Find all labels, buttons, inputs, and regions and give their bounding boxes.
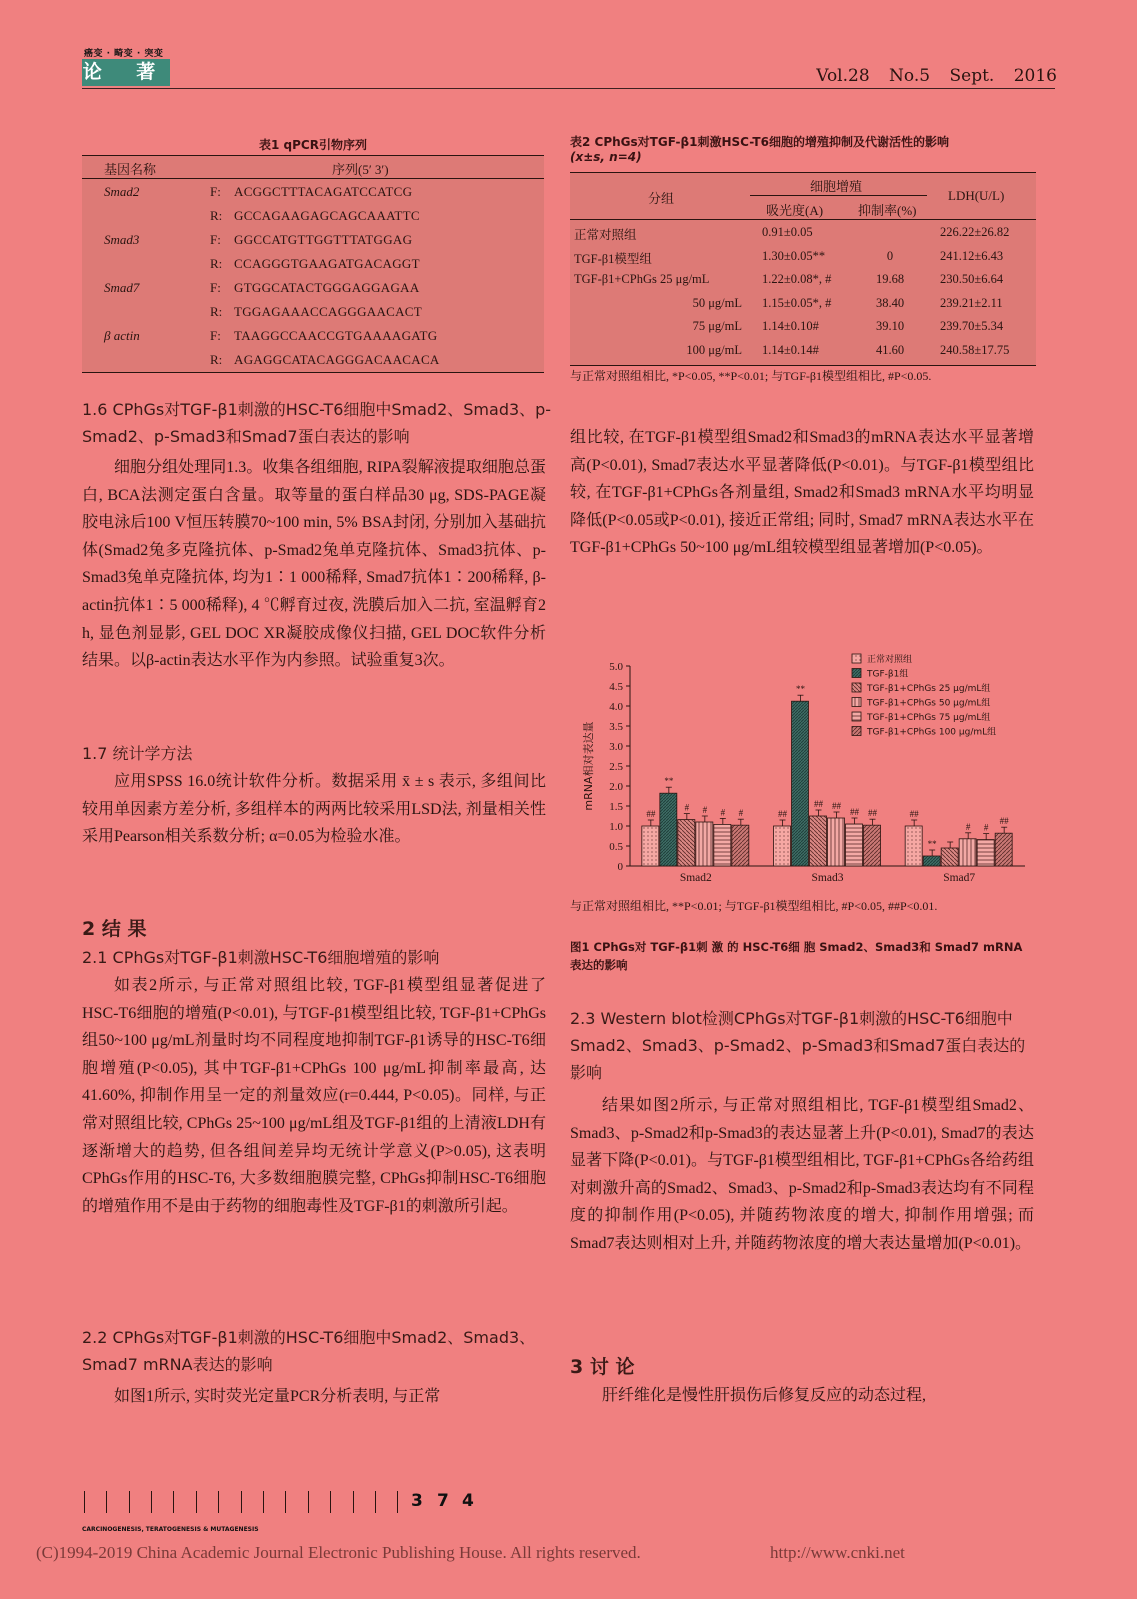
table1-sequence: GCCAGAAGAGCAGCAAATTC [234, 208, 420, 223]
table1-row [82, 278, 544, 300]
header-rule [82, 88, 1055, 89]
table2-od: 1.14±0.14# [762, 342, 819, 357]
significance-label: # [965, 821, 971, 832]
table2-h-inhib: 抑制率(%) [858, 203, 917, 218]
significance-label: ## [778, 809, 787, 819]
table1-row [82, 350, 544, 372]
table2-group: 100 μg/mL [686, 342, 742, 357]
legend-label: TGF-β1+CPhGs 100 μg/mL组 [867, 727, 997, 738]
legend-swatch [852, 654, 861, 663]
table1-sequence: AGAGGCATACAGGGACAACACA [234, 352, 440, 367]
table2-od: 1.30±0.05** [762, 248, 826, 263]
legend-label: TGF-β1组 [867, 669, 909, 680]
paragraph-2-2 [82, 1383, 546, 1411]
footer-tick [330, 1491, 331, 1513]
table2-group: 75 μg/mL [692, 319, 742, 333]
table2-group: TGF-β1模型组 [574, 251, 652, 266]
significance-label: ** [927, 839, 937, 849]
legend-swatch [852, 683, 861, 692]
table1-direction: F: [210, 280, 221, 295]
y-tick-label: 5.0 [609, 661, 623, 673]
y-tick-label: 4.5 [609, 681, 623, 693]
paragraph-3-text: 肝纤维化是慢性肝损伤后修复反应的动态过程, [602, 1387, 927, 1404]
paragraph-3 [570, 1382, 1034, 1410]
significance-label: ## [909, 809, 919, 819]
heading-3-discussion: 3 讨 论 [570, 1356, 635, 1378]
footer-tick [375, 1491, 376, 1513]
bar-smad2-s5 [732, 825, 749, 866]
table1-row [82, 254, 544, 276]
table1-header-seq: 序列(5′ 3′) [332, 162, 389, 177]
paragraph-1-6-text: 细胞分组处理同1.3。收集各组细胞, RIPA裂解液提取细胞总蛋白, BCA法测定蛋白含量。取等量的蛋白样品30 μg, SDS-PAGE凝胶电泳后100 V恒压转膜70~100 min, 5% BSA封闭, 分别加入基础抗体(Smad2兔多克隆抗体、p-Smad2兔单克隆抗体、Smad3抗体、p-Smad3兔单克隆抗体, 均为1∶1 000稀释, Smad7抗体1∶200稀释, β-actin抗体1∶5 000稀释), 4 ℃孵育过夜, 洗膜后加入二抗, 室温孵育2 h, 显色剂显影, GEL DOC XR凝胶成像仪扫描, GEL DOC软件分析结果。以β-actin表达水平作为内参照。试验重复3次。 [82, 459, 546, 670]
table2-ldh: 239.21±2.11 [940, 295, 1003, 310]
table2-ldh: 230.50±6.64 [940, 272, 1004, 286]
table1-gene: Smad3 [104, 232, 140, 247]
table2-od: 1.14±0.10# [762, 319, 819, 333]
bar-smad2-s2 [678, 820, 695, 866]
legend-swatch [852, 669, 861, 678]
paragraph-2-1 [82, 972, 546, 1220]
significance-label: # [720, 807, 726, 818]
table1-sequence: ACGGCTTTACAGATCCATCG [234, 184, 413, 199]
table2-row [570, 247, 1036, 269]
significance-label: ** [664, 776, 674, 787]
table1-gene: Smad7 [104, 280, 140, 295]
table2-ldh: 226.22±26.82 [940, 225, 1010, 239]
paragraph-2-2-cont-text: 组比较, 在TGF-β1模型组Smad2和Smad3的mRNA表达水平显著增高(P<0.01), Smad7表达水平显著降低(P<0.01)。与TGF-β1模型组比较, 在TGF-β1+CPhGs各剂量组, Smad2和Smad3 mRNA水平均明显降低(P<0.05或P<0.01), 接近正常组; 同时, Smad7 mRNA表达水平在TGF-β1+CPhGs 50~100 μg/mL组较模型组显著增加(P<0.05)。 [570, 429, 1034, 557]
table1-sequence: CCAGGGTGAAGATGACAGGT [234, 256, 420, 271]
y-tick-label: 0.5 [609, 841, 623, 853]
heading-2-2: 2.2 CPhGs对TGF-β1刺激的HSC-T6细胞中Smad2、Smad3、Smad7 mRNA表达的影响 [82, 1328, 536, 1374]
table1-direction: F: [210, 232, 221, 247]
paragraph-2-3-text: 结果如图2所示, 与正常对照组相比, TGF-β1模型组Smad2、Smad3、p-Smad2和p-Smad3的表达显著上升(P<0.01), Smad7的表达显著下降(P<0.01)。与TGF-β1模型组相比, TGF-β1+CPhGs各给药组对刺激升高的Smad2、Smad3、p-Smad2和p-Smad3表达均有不同程度的抑制作用(P<0.05), 并随药物浓度的增大, 抑制作用增强; 而Smad7表达则相对上升, 并随药物浓度的增大表达量增加(P<0.01)。 [570, 1097, 1034, 1252]
footer-tick [263, 1491, 264, 1513]
paragraph-2-2-text: 如图1所示, 实时荧光定量PCR分析表明, 与正常 [114, 1388, 441, 1405]
y-tick-label: 1.5 [609, 801, 623, 813]
table1-row [82, 206, 544, 228]
table2-group: 正常对照组 [574, 228, 637, 242]
significance-label: ## [814, 799, 823, 809]
legend-label: 正常对照组 [867, 655, 913, 665]
footer-tick [397, 1491, 398, 1513]
paragraph-2-3 [570, 1092, 1034, 1258]
table2-ldh: 239.70±5.34 [940, 319, 1004, 333]
table2-row [570, 270, 1036, 292]
footer-tick [129, 1491, 130, 1513]
table2-od: 1.22±0.08*, # [762, 272, 832, 286]
heading-1-6: 1.6 CPhGs对TGF-β1刺激的HSC-T6细胞中Smad2、Smad3、p-Smad2、p-Smad3和Smad7蛋白表达的影响 [82, 400, 552, 446]
y-tick-label: 0 [617, 861, 623, 873]
footer-tick [173, 1491, 174, 1513]
bar-smad2-s1 [660, 793, 677, 866]
table2-od: 0.91±0.05 [762, 225, 813, 239]
table2-row [570, 341, 1036, 363]
heading-2-3: 2.3 Western blot检测CPhGs对TGF-β1刺激的HSC-T6细胞中Smad2、Smad3、p-Smad2、p-Smad3和Smad7蛋白表达的影响 [570, 1009, 1026, 1082]
paragraph-1-7 [82, 768, 546, 851]
paragraph-2-2-cont [570, 424, 1034, 562]
bar-smad3-s1 [792, 701, 809, 866]
legend-label: TGF-β1+CPhGs 50 μg/mL组 [867, 698, 991, 709]
page-number-digit-3: 4 [462, 1491, 474, 1511]
table2-caption-line1: 表2 CPhGs对TGF-β1刺激HSC-T6细胞的增殖抑制及代谢活性的影响 [570, 135, 949, 149]
table2-group: 50 μg/mL [692, 295, 742, 310]
legend-label: TGF-β1+CPhGs 25 μg/mL组 [867, 684, 991, 694]
legend-swatch [852, 698, 861, 707]
footer-journal-name: CARCINOGENESIS, TERATOGENESIS & MUTAGENESIS [82, 1526, 259, 1533]
table2-inhib: 41.60 [875, 342, 905, 357]
x-tick-label: Smad2 [679, 872, 712, 884]
table2-h-prolif: 细胞增殖 [810, 179, 863, 194]
bar-smad3-s2 [810, 816, 827, 866]
table1 [82, 155, 544, 373]
bar-smad7-s4 [977, 840, 994, 866]
figure-1-note: 与正常对照组相比, **P<0.01; 与TGF-β1模型组相比, #P<0.05, ##P<0.01. [570, 899, 938, 913]
table1-row [82, 230, 544, 252]
bar-smad2-s4 [714, 824, 731, 866]
significance-label: # [702, 805, 708, 815]
bar-smad2-s3 [696, 822, 713, 866]
table2-ldh: 240.58±17.75 [940, 342, 1010, 357]
table1-row [82, 302, 544, 324]
section-badge: 论 著 [82, 59, 170, 86]
table1-direction: R: [210, 304, 223, 319]
heading-2-1: 2.1 CPhGs对TGF-β1刺激HSC-T6细胞增殖的影响 [82, 948, 440, 967]
table1-caption: 表1 qPCR引物序列 [259, 138, 367, 152]
figure-1-caption: 图1 CPhGs对 TGF-β1刺 激 的 HSC-T6细 胞 Smad2、Smad3和 Smad7 mRNA 表达的影响 [570, 940, 1023, 972]
bar-smad7-s3 [959, 839, 976, 866]
table2-caption-line2: (x±s, n=4) [570, 150, 642, 164]
page-number-digit-2: 7 [437, 1491, 449, 1511]
footer-tick [84, 1491, 85, 1513]
bar-smad7-s2 [941, 848, 958, 866]
significance-label: ## [999, 816, 1009, 827]
table1-direction: R: [210, 208, 223, 223]
footer-tick [151, 1491, 152, 1513]
legend-swatch [852, 712, 861, 721]
y-tick-label: 3.0 [609, 741, 623, 753]
table1-direction: R: [210, 352, 223, 367]
table1-header-gene: 基因名称 [104, 162, 157, 177]
table1-sequence: GTGGCATACTGGGAGGAGAA [234, 280, 420, 295]
paragraph-1-6 [82, 454, 546, 675]
footer-tick [241, 1491, 242, 1513]
legend-swatch [852, 727, 861, 736]
bar-smad3-s5 [864, 825, 881, 866]
cnki-link[interactable]: http://www.cnki.net [770, 1543, 905, 1562]
journal-small-title: 癌变 · 畸变 · 突变 [84, 49, 164, 59]
y-tick-label: 4.0 [609, 701, 623, 713]
bar-smad3-s0 [774, 826, 791, 866]
table1-header [82, 156, 544, 179]
significance-label: ## [832, 801, 841, 811]
copyright: (C)1994-2019 China Academic Journal Electronic Publishing House. All rights reserved. [36, 1543, 641, 1562]
table1-sequence: TGGAGAAACCAGGGAACACT [234, 304, 422, 319]
table2-row [570, 317, 1036, 339]
table2-h-ldh: LDH(U/L) [948, 188, 1005, 203]
table2-row [570, 223, 1036, 245]
table1-row [82, 182, 544, 204]
table1-gene: β actin [104, 328, 140, 343]
table2-group: TGF-β1+CPhGs 25 μg/mL [574, 272, 710, 286]
table1-gene: Smad2 [104, 184, 140, 199]
significance-label: ## [850, 807, 859, 817]
y-tick-label: 1.0 [609, 821, 623, 833]
table2-od: 1.15±0.05*, # [762, 295, 832, 310]
bar-smad2-s0 [642, 826, 659, 866]
paragraph-2-1-text: 如表2所示, 与正常对照组比较, TGF-β1模型组显著促进了HSC-T6细胞的增殖(P<0.01), 与TGF-β1模型组比较, TGF-β1+CPhGs 组50~100 μg/mL剂量时均不同程度地抑制TGF-β1诱导的HSC-T6细胞增殖(P<0.05), 其中TGF-β1+CPhGs 100 μg/mL抑制率最高, 达41.60%, 抑制作用呈一定的剂量效应(r=0.444, P<0.05)。同样, 与正常对照组比较, CPhGs 25~100 μg/mL组及TGF-β1组的上清液LDH有逐渐增大的趋势, 但各组间差异均无统计学意义(P>0.05), 这表明CPhGs作用的HSC-T6, 大多数细胞膜完整, CPhGs抑制HSC-T6细胞的增殖作用不是由于药物的细胞毒性及TGF-β1的刺激所引起。 [82, 977, 546, 1215]
page-number-digit-1: 3 [411, 1491, 423, 1511]
footer-tick [196, 1491, 197, 1513]
bar-smad7-s5 [995, 833, 1012, 866]
heading-1-7: 1.7 统计学方法 [82, 744, 193, 763]
table2-row [570, 294, 1036, 316]
footer-tick [218, 1491, 219, 1513]
bar-smad7-s1 [923, 856, 940, 866]
table2-note: 与正常对照组相比, *P<0.05, **P<0.01; 与TGF-β1模型组相比, #P<0.05. [570, 369, 932, 383]
bar-smad3-s4 [846, 824, 863, 866]
table2-inhib: 0 [886, 248, 894, 263]
table2-inhib: 38.40 [875, 295, 905, 310]
footer-tick [308, 1491, 309, 1513]
significance-label: # [684, 802, 690, 813]
table2-header [570, 173, 1036, 220]
table2-inhib: 19.68 [875, 272, 905, 286]
footer-tick [285, 1491, 286, 1513]
table2 [570, 172, 1036, 366]
table1-sequence: TAAGGCCAACCGTGAAAAGATG [234, 328, 438, 343]
y-tick-label: 2.5 [609, 761, 623, 773]
significance-label: # [983, 822, 989, 833]
significance-label: # [738, 808, 744, 819]
table2-caption [570, 133, 1036, 164]
table1-sequence: GGCCATGTTGGTTTATGGAG [234, 232, 413, 247]
x-tick-label: Smad3 [811, 872, 844, 884]
y-tick-label: 2.0 [609, 781, 623, 793]
table2-inhib: 39.10 [875, 319, 905, 333]
table1-direction: F: [210, 328, 221, 343]
legend-label: TGF-β1+CPhGs 75 μg/mL组 [867, 713, 991, 723]
table2-h-od: 吸光度(A) [766, 203, 824, 218]
table1-direction: F: [210, 184, 221, 199]
issue-info: Vol.28 No.5 Sept. 2016 [816, 66, 1057, 86]
x-tick-label: Smad7 [943, 872, 976, 884]
y-tick-label: 3.5 [609, 721, 623, 733]
footer-tick [106, 1491, 107, 1513]
table2-h-group: 分组 [648, 191, 675, 206]
table1-direction: R: [210, 256, 223, 271]
paragraph-1-7-text: 应用SPSS 16.0统计软件分析。数据采用 x̄ ± s 表示, 多组间比较用单因素方差分析, 多组样本的两两比较采用LSD法, 剂量相关性采用Pearson相关系数分析; α=0.05为检验水准。 [82, 773, 546, 846]
table2-ldh: 241.12±6.43 [940, 248, 1004, 263]
significance-label: ** [796, 684, 805, 695]
figure-1-chart [570, 650, 1040, 895]
heading-2-results: 2 结 果 [82, 918, 147, 940]
y-axis-label: mRNA相对表达量 [582, 721, 595, 811]
footer-tick [353, 1491, 354, 1513]
bar-smad3-s3 [828, 818, 845, 866]
table2-subrule [750, 195, 927, 196]
table1-row [82, 326, 544, 348]
significance-label: ## [646, 809, 656, 819]
bar-smad7-s0 [905, 826, 922, 866]
significance-label: ## [868, 808, 877, 819]
